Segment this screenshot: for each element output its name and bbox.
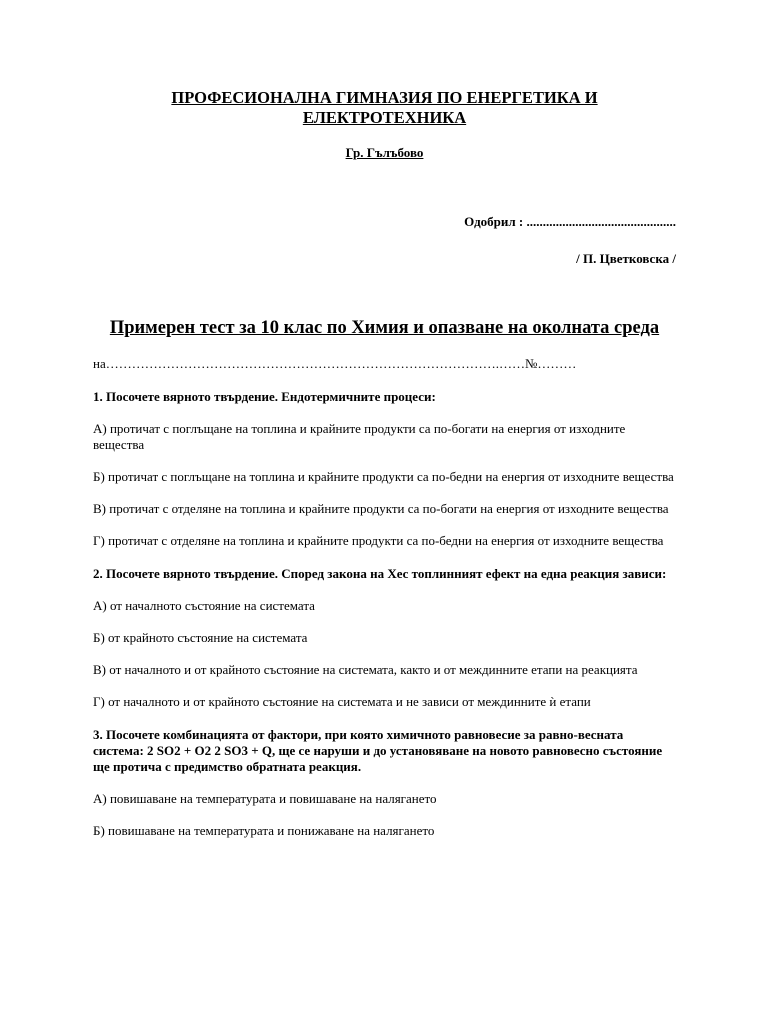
city-name: Гр. Гълъбово	[345, 145, 424, 160]
question-1	[93, 389, 676, 549]
answer-option-a: А) протичат с поглъщане на топлина и крайните продукти са по-богати на енергия от изходните вещества	[93, 421, 626, 452]
answer-option-b: Б) повишаване на температурата и понижаване на налягането	[93, 823, 435, 838]
answer-option-c: В) от началното и от крайното състояние на системата, както и от междинните етапи на реакцията	[93, 662, 638, 677]
question-text: 2. Посочете вярното твърдение. Според закона на Хес топлинният ефект на една реакция зависи:	[93, 566, 667, 581]
document-page	[93, 88, 676, 839]
answer-option-d: Г) протичат с отделяне на топлина и крайните продукти са по-бедни на енергия от изходните вещества	[93, 533, 664, 548]
question-2	[93, 566, 676, 710]
answer-option-b: Б) протичат с поглъщане на топлина и крайните продукти са по-бедни на енергия от изходните вещества	[93, 469, 674, 484]
approved-by-line: Одобрил : ..............................................	[464, 214, 676, 229]
question-3	[93, 727, 676, 839]
question-text: 1. Посочете вярното твърдение. Ендотермичните процеси:	[93, 389, 436, 404]
answer-option-a: А) от началното състояние на системата	[93, 598, 315, 613]
question-text: 3. Посочете комбинацията от фактори, при която химичното равновесие за равно-весната система: 2 SO2 + O2 2 SO3 + Q, ще се наруши и до установяване на новото равновесно състояние ще протича с предимство обратната реакция.	[93, 727, 663, 774]
answer-option-c: В) протичат с отделяне на топлина и крайните продукти са по-богати на енергия от изходните вещества	[93, 501, 669, 516]
answer-option-d: Г) от началното и от крайното състояние на системата и не зависи от междинните ѝ етапи	[93, 694, 591, 709]
answer-option-a: А) повишаване на температурата и повишаване на налягането	[93, 791, 437, 806]
test-title: Примерен тест за 10 клас по Химия и опазване на околната среда	[109, 318, 660, 338]
signer-name: / П. Цветковска /	[576, 251, 676, 266]
answer-option-b: Б) от крайното състояние на системата	[93, 630, 308, 645]
school-name: ПРОФЕСИОНАЛНА ГИМНАЗИЯ ПО ЕНЕРГЕТИКА И ЕЛЕКТРОТЕХНИКА	[171, 88, 598, 127]
student-name-line: на……………………………………………………………………………….……№………	[93, 356, 577, 371]
